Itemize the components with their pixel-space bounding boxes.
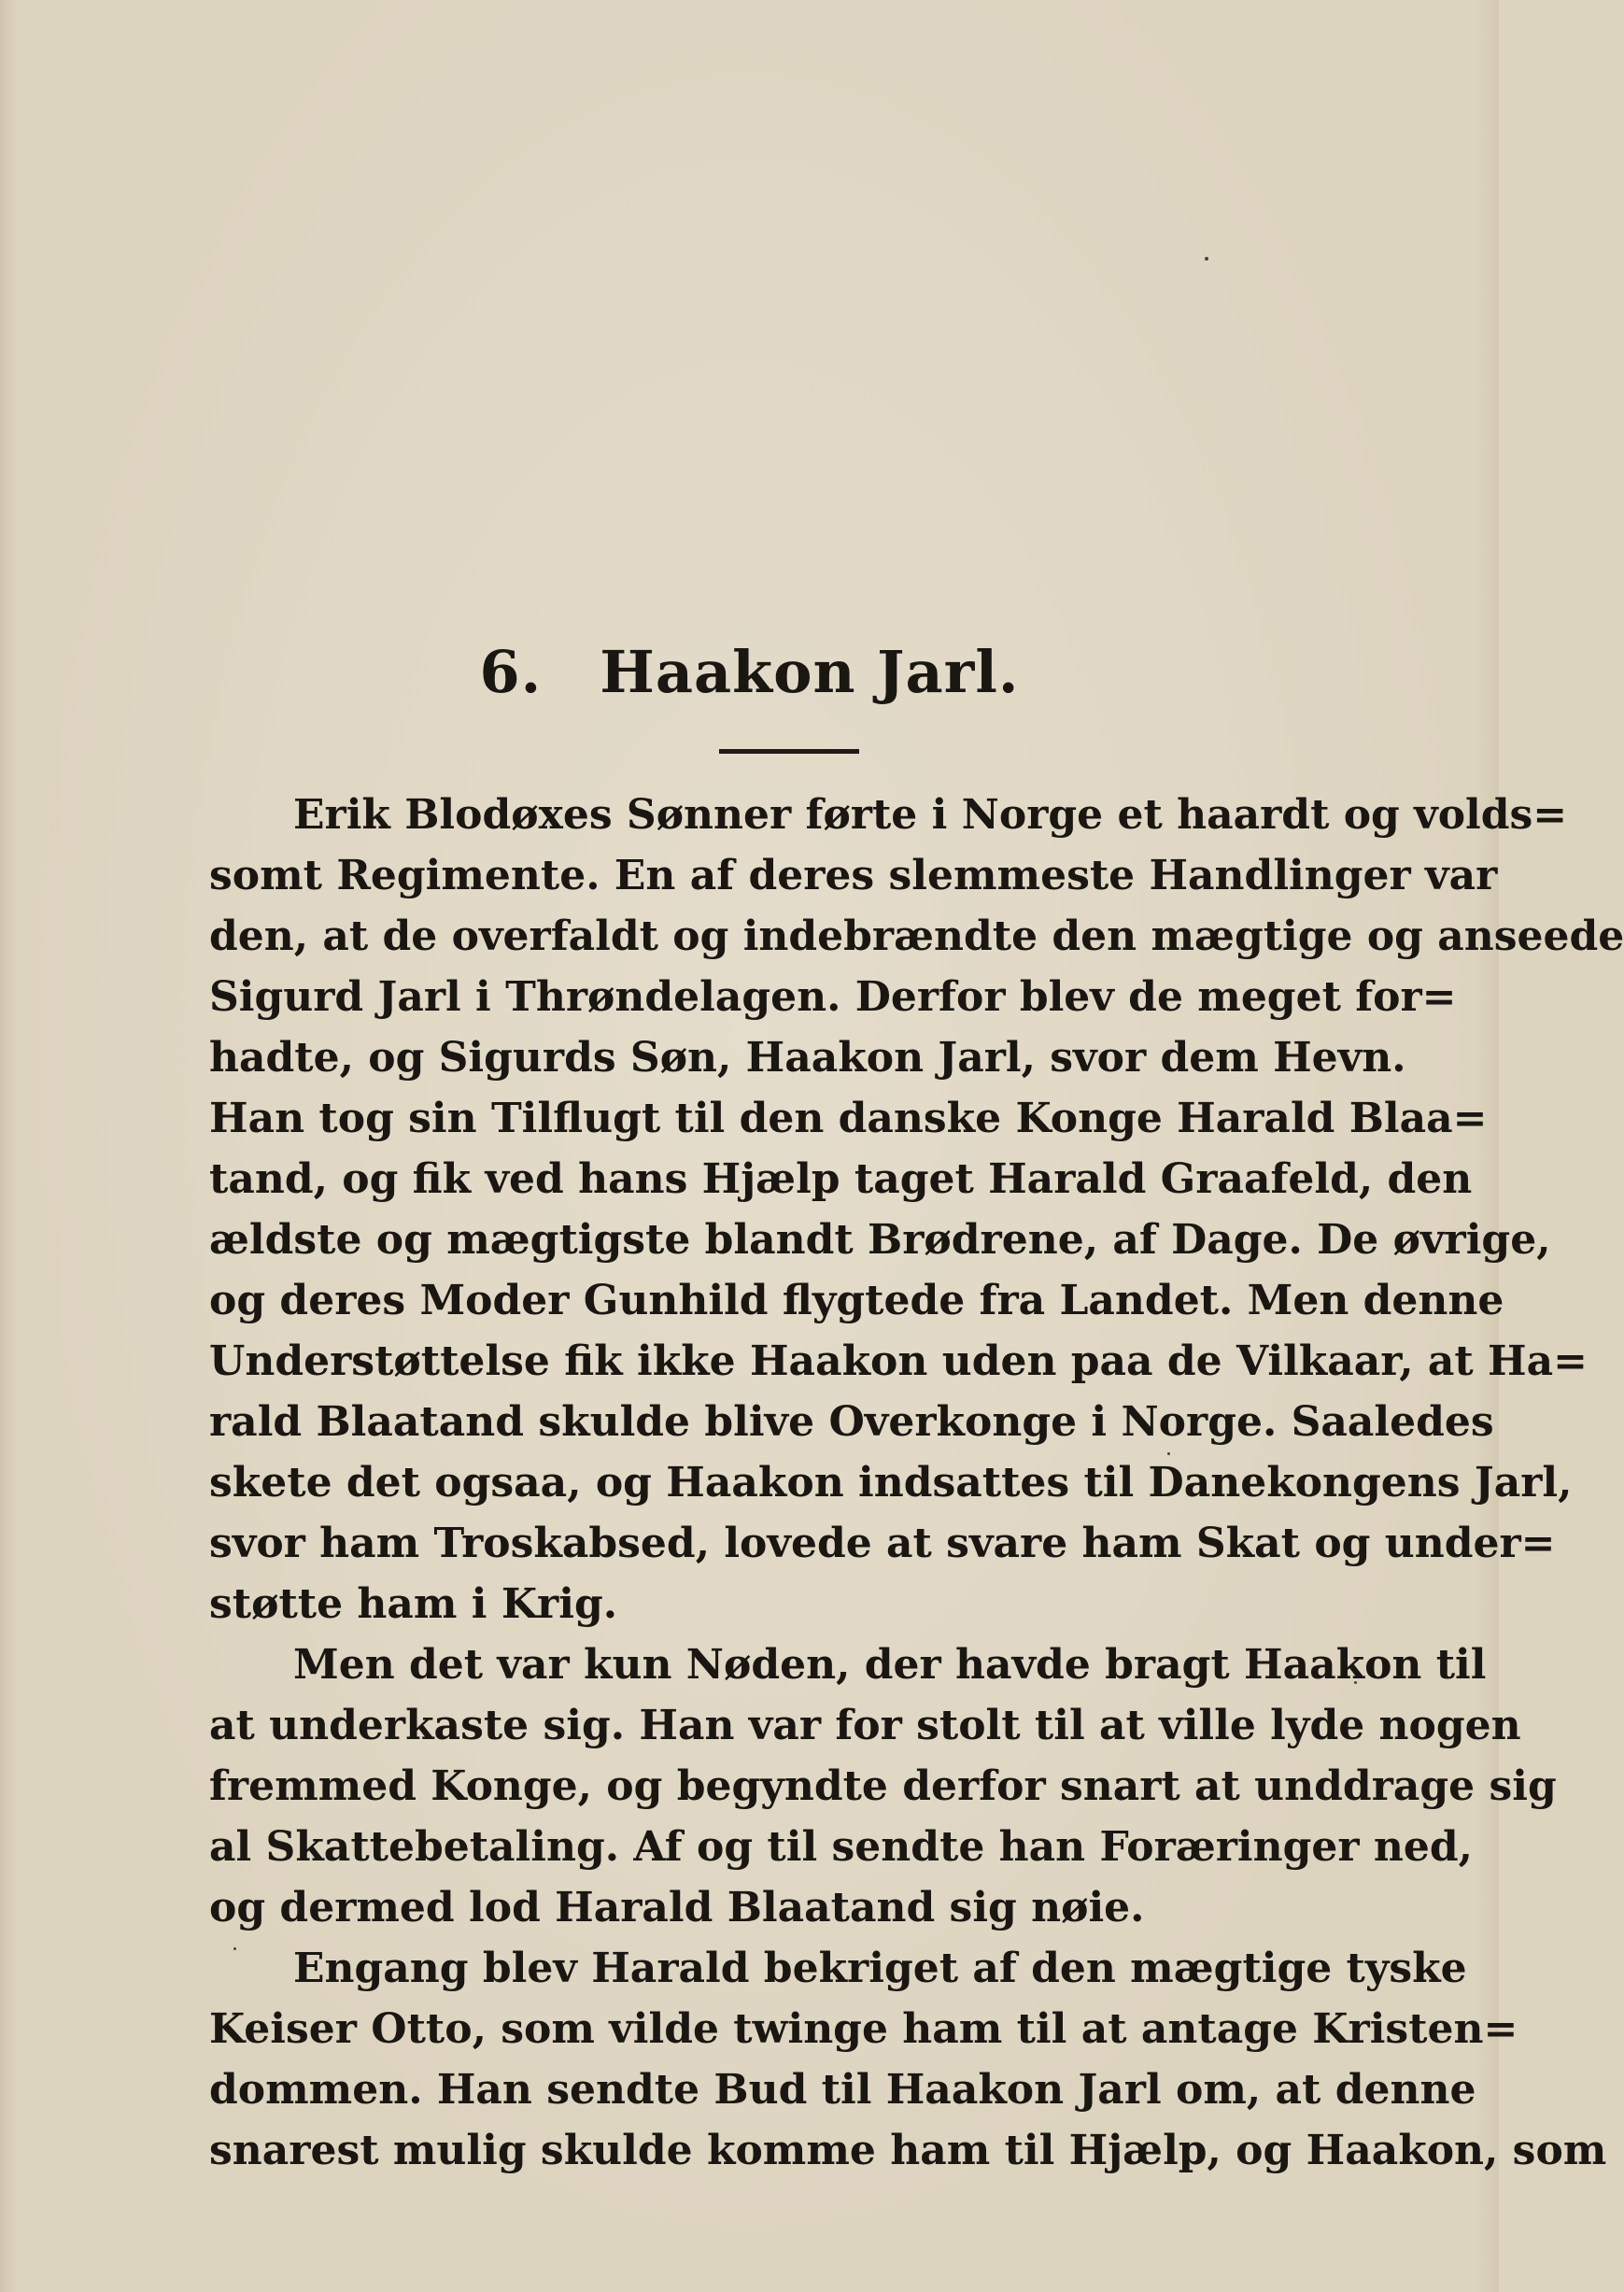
text-line: Han tog sin Tilflugt til den danske Konge Harald Blaa=: [209, 1095, 1488, 1142]
paragraph-2: [209, 1634, 1557, 1938]
text-line: Understøttelse fik ikke Haakon uden paa de Vilkaar, at Ha=: [209, 1337, 1588, 1385]
text-line: svor ham Troskabsed, lovede at svare ham Skat og under=: [209, 1520, 1556, 1567]
text-line: rald Blaatand skulde blive Overkonge i Norge. Saaledes: [209, 1398, 1494, 1446]
body-text: [209, 785, 1624, 2181]
text-line: somt Regimente. En af deres slemmeste Handlinger var: [209, 852, 1498, 899]
paragraph-3: [209, 1938, 1607, 2181]
text-line: og dermed lod Harald Blaatand sig nøie.: [209, 1884, 1145, 1931]
chapter-heading: [0, 621, 1499, 724]
text-line: at underkaste sig. Han var for stolt til at ville lyde nogen: [209, 1702, 1521, 1749]
text-line: hadte, og Sigurds Søn, Haakon Jarl, svor dem Hevn.: [209, 1034, 1406, 1082]
text-line: Men det var kun Nøden, der havde bragt Haakon til: [293, 1641, 1487, 1689]
paper-speck: [1205, 257, 1208, 261]
text-line: den, at de overfaldt og indebrændte den mægtige og anseede: [209, 913, 1624, 960]
text-line: dommen. Han sendte Bud til Haakon Jarl om, at denne: [209, 2066, 1476, 2114]
paragraph-1: [209, 785, 1624, 1634]
text-line: og deres Moder Gunhild flygtede fra Landet. Men denne: [209, 1277, 1504, 1324]
text-line: Engang blev Harald bekriget af den mægtige tyske: [293, 1945, 1467, 1992]
text-line: Sigurd Jarl i Thrøndelagen. Derfor blev de meget for=: [209, 973, 1457, 1021]
text-line: skete det ogsaa, og Haakon indsattes til Danekongens Jarl,: [209, 1459, 1573, 1507]
text-line: snarest mulig skulde komme ham til Hjælp, og Haakon, som: [209, 2127, 1607, 2174]
text-line: støtte ham i Krig.: [209, 1580, 618, 1628]
text-line: ældste og mægtigste blandt Brødrene, af Dage. De øvrige,: [209, 1216, 1551, 1264]
text-line: al Skattebetaling. Af og til sendte han Foræringer ned,: [209, 1823, 1473, 1871]
text-line: Erik Blodøxes Sønner førte i Norge et haardt og volds=: [293, 791, 1568, 839]
chapter-number: 6.: [479, 638, 543, 706]
text-line: tand, og fik ved hans Hjælp taget Harald Graafeld, den: [209, 1155, 1473, 1203]
text-line: Keiser Otto, som vilde twinge ham til at antage Kristen=: [209, 2005, 1518, 2053]
heading-rule: [719, 749, 859, 754]
chapter-title: Haakon Jarl.: [600, 638, 1020, 706]
text-line: fremmed Konge, og begyndte derfor snart at unddrage sig: [209, 1762, 1557, 1810]
